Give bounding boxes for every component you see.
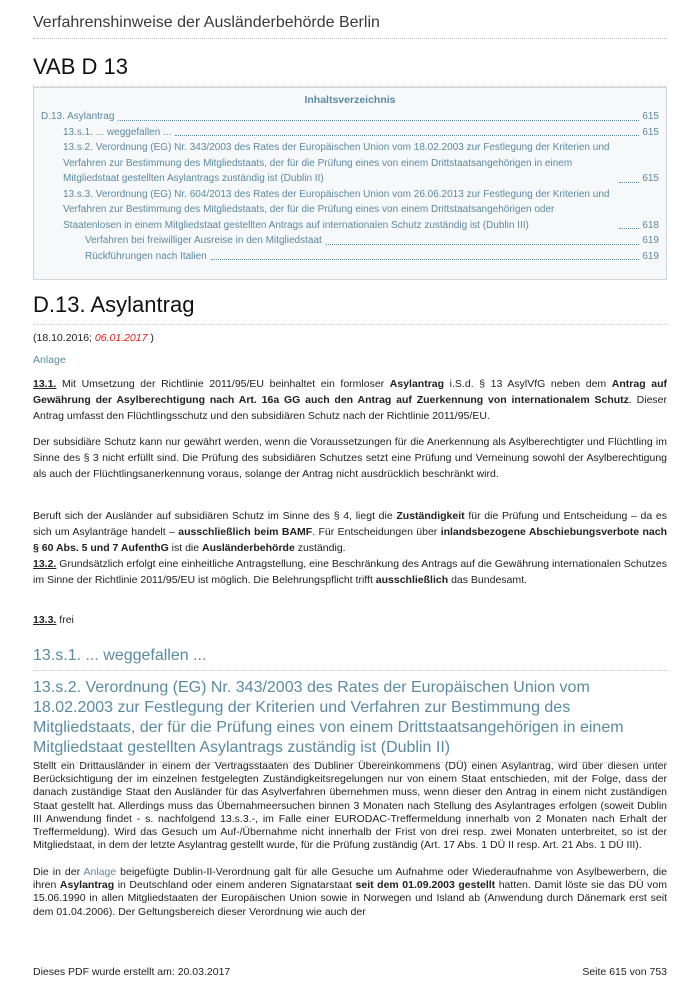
text-run: ist die	[168, 542, 203, 554]
text-run: Die in der	[33, 866, 84, 878]
paragraph-number: 13.3.	[33, 614, 57, 626]
subsection-heading-13-s-2: 13.s.2. Verordnung (EG) Nr. 343/2003 des Rates der Europäischen Union vom 18.02.2003 zur Festlegung der Kriterien und Verfahren zur Bestimmung des Mitgliedstaats, der für die Prüfung eines von einem Drittstaatsangehörigen in einem Mitgliedstaat gestellten Asylantrags zuständig ist (Dublin II)	[33, 678, 667, 763]
text-run: beigefügte Dublin-II-Verordnung galt für alle Gesuche um Aufnahme oder Wiederaufnahme von Asylbewerbern, die ihren	[33, 866, 667, 892]
text-run: das Bundesamt.	[448, 574, 527, 586]
paragraph: Stellt ein Drittausländer in einem der Vertragsstaaten des Dubliner Übereinkommens (DÜ) einen Asylantrag, wird über diesen unter Berücksichtigung der im einzelnen festgelegten Zuständigkeitsregelungen nur von einem Staat entschieden, mit der Folge, dass der danach zuständige Staat den Ausländer für das Asylverfahren übernehmen muss, wenn dieser den Antrag in einem nicht zuständigen Staat gestellt hat. Allerdings muss das Übernahmeersuchen binnen 3 Monaten nach Stellung des Asylantrages erfolgen (soweit Dublin III Anwendung findet - s. nachfolgend 13.s.3.-, im Falle einer EURODAC-Treffermeldung innerhalb von 2 Monaten nach Erhalt der Treffermeldung). Wird das Gesuch um Auf-/Übernahme nicht innerhalb der Frist von drei resp. zwei Monaten unterbreitet, so ist der Mitgliedstaat, in dem der letzte Asylantrag gestellt wurde, für die Prüfung zuständig (Art. 17 Abs. 1 DÜ II resp. Art. 21 Abs. 1 DÜ III).	[33, 760, 667, 852]
footer-created-date: Dieses PDF wurde erstellt am: 20.03.2017	[33, 966, 231, 978]
text-run: zuständig.	[294, 542, 346, 554]
text-run: i.S.d. § 13 AsylVfG neben dem	[444, 378, 612, 390]
paragraph-13-2	[33, 556, 667, 588]
text-run: in Deutschland oder einem anderen Signatarstaat	[114, 879, 356, 892]
bold-run: ausschließlich	[375, 574, 449, 586]
text-run: Beruft sich der Ausländer auf subsidiären Schutz im Sinne des § 4, liegt die	[33, 510, 397, 522]
toc-leader	[619, 182, 639, 183]
toc-entry-page[interactable]: 615	[642, 173, 659, 184]
paragraph	[33, 866, 667, 919]
bold-run: Zuständigkeit	[396, 510, 465, 522]
bold-run: inlandsbezogene Abschiebungsverbote nach § 60 Abs. 5 und 7 AufenthG	[33, 526, 667, 554]
toc-entry-text[interactable]: Verfahren bei freiwilliger Ausreise in den Mitgliedstaat	[85, 235, 322, 246]
bold-run: Ausländerbehörde	[202, 542, 295, 554]
toc-entry-page[interactable]: 619	[642, 250, 659, 262]
footer-page-number: Seite 615 von 753	[582, 966, 667, 978]
text-run: Grundsätzlich erfolgt eine einheitliche Antragstellung, eine Beschränkung des Antrags auf die Gewährung internationalen Schutzes im Sinne der Richtlinie 2011/95/EU ist möglich. Die Belehrungspflicht trifft	[33, 558, 667, 586]
toc-entry-page[interactable]: 615	[642, 111, 659, 122]
text-run: Mit Umsetzung der Richtlinie 2011/95/EU beinhaltet ein formloser	[56, 378, 390, 390]
bold-run: Antrag auf Gewährung der Asylberechtigung nach Art. 16a GG auch den Antrag auf Zuerkennung von internationalem Schutz	[33, 378, 667, 406]
doc-title: VAB D 13	[33, 54, 667, 87]
text-run: frei	[56, 614, 74, 626]
toc-entry-text[interactable]: Rückführungen nach Italien	[85, 250, 207, 262]
toc-entry[interactable]	[41, 233, 659, 249]
text-run: hatten. Damit löste sie das DÜ vom 15.06.1990 in allen Mitgliedstaaten der Europäischen Union sowie in Norwegen und Island ab (Anwendung durch Dänemark erst seit dem 01.04.2006). Der Geltungsbereich dieser Verordnung wie auch der	[33, 879, 668, 918]
paragraph	[33, 508, 667, 556]
toc-heading: Inhaltsverzeichnis	[304, 94, 396, 106]
toc-leader	[619, 228, 639, 229]
toc-entry-page[interactable]: 619	[642, 235, 659, 246]
paragraph-13-3	[33, 612, 667, 628]
bold-run: Asylantrag	[59, 879, 115, 892]
date-close: )	[147, 332, 154, 344]
paragraph-number: 13.2.	[33, 558, 57, 570]
toc-entry-page[interactable]: 615	[642, 126, 659, 138]
anlage-inline-link[interactable]: Anlage	[83, 866, 117, 878]
toc-entry-text[interactable]: 13.s.1. ... weggefallen ...	[63, 126, 172, 138]
date-open: (18.10.2016;	[33, 332, 95, 344]
toc-leader	[211, 259, 640, 260]
text-run: . Dieser Antrag umfasst den Flüchtlingsschutz und den subsidiären Schutz nach der Richtlinie 2011/95/EU.	[33, 394, 667, 422]
paragraph: Der subsidiäre Schutz kann nur gewährt werden, wenn die Voraussetzungen für die Anerkennung als Asylberechtigter und Flüchtling im Sinne des § 3 nicht erfüllt sind. Die Prüfung des subsidiären Schutzes setzt eine Prüfung und Verneinung sowohl der Asylberechtigung als auch der Flüchtlingsanerkennung voraus, solange der Antrag nicht ausdrücklich beschränkt wird.	[33, 436, 667, 480]
subsection-heading-13-s-1: 13.s.1. ... weggefallen ...	[33, 646, 667, 671]
date-changed: 06.01.2017	[94, 332, 148, 344]
toc-leader	[175, 135, 639, 136]
toc-entry[interactable]	[41, 125, 659, 141]
section-heading: D.13. Asylantrag	[33, 292, 667, 325]
paragraph-13-1	[33, 376, 667, 424]
toc-entry-page[interactable]: 618	[642, 219, 659, 231]
bold-run: ausschließlich beim BAMF	[178, 526, 313, 538]
toc-entry-text[interactable]: 13.s.2. Verordnung (EG) Nr. 343/2003 des Rates der Europäischen Union vom 18.02.2003 zur Festlegung der Kriterien und Verfahren zur Bestimmung des Mitgliedstaats, der für die Prüfung eines von einem Drittstaatsangehörigen in einem Mitgliedstaat gestellten Asylantrags zuständig ist (Dublin II)	[63, 142, 610, 184]
text-run: für die Prüfung und Entscheidung – da es sich um Asylanträge handelt –	[33, 510, 667, 538]
toc-entry[interactable]	[41, 187, 659, 234]
toc-entry[interactable]	[41, 140, 659, 187]
toc-entry-text[interactable]: D.13. Asylantrag	[41, 111, 115, 122]
bold-run: Asylantrag	[389, 378, 445, 390]
bold-run: seit dem 01.09.2003 gestellt	[355, 879, 496, 892]
anlage-link[interactable]: Anlage	[33, 354, 66, 366]
toc-leader	[118, 120, 639, 121]
running-header: Verfahrenshinweise der Ausländerbehörde Berlin	[33, 14, 667, 39]
table-of-contents	[33, 87, 667, 280]
text-run: . Für Entscheidungen über	[312, 526, 441, 538]
paragraph-number: 13.1.	[33, 378, 57, 390]
toc-entry-text[interactable]: 13.s.3. Verordnung (EG) Nr. 604/2013 des Rates der Europäischen Union vom 26.06.2013 zur Festlegung der Kriterien und Verfahren zur Bestimmung des Mitgliedstaats, der für die Prüfung eines von einem Drittstaatsangehörigen oder Staatenlosen in einem Mitgliedstaat gestellten Antrags auf internationalen Schutz zuständig ist (Dublin III)	[63, 188, 610, 231]
date-line	[33, 332, 154, 344]
toc-entry[interactable]	[41, 109, 659, 125]
toc-leader	[326, 244, 640, 245]
toc-entry[interactable]	[41, 249, 659, 265]
